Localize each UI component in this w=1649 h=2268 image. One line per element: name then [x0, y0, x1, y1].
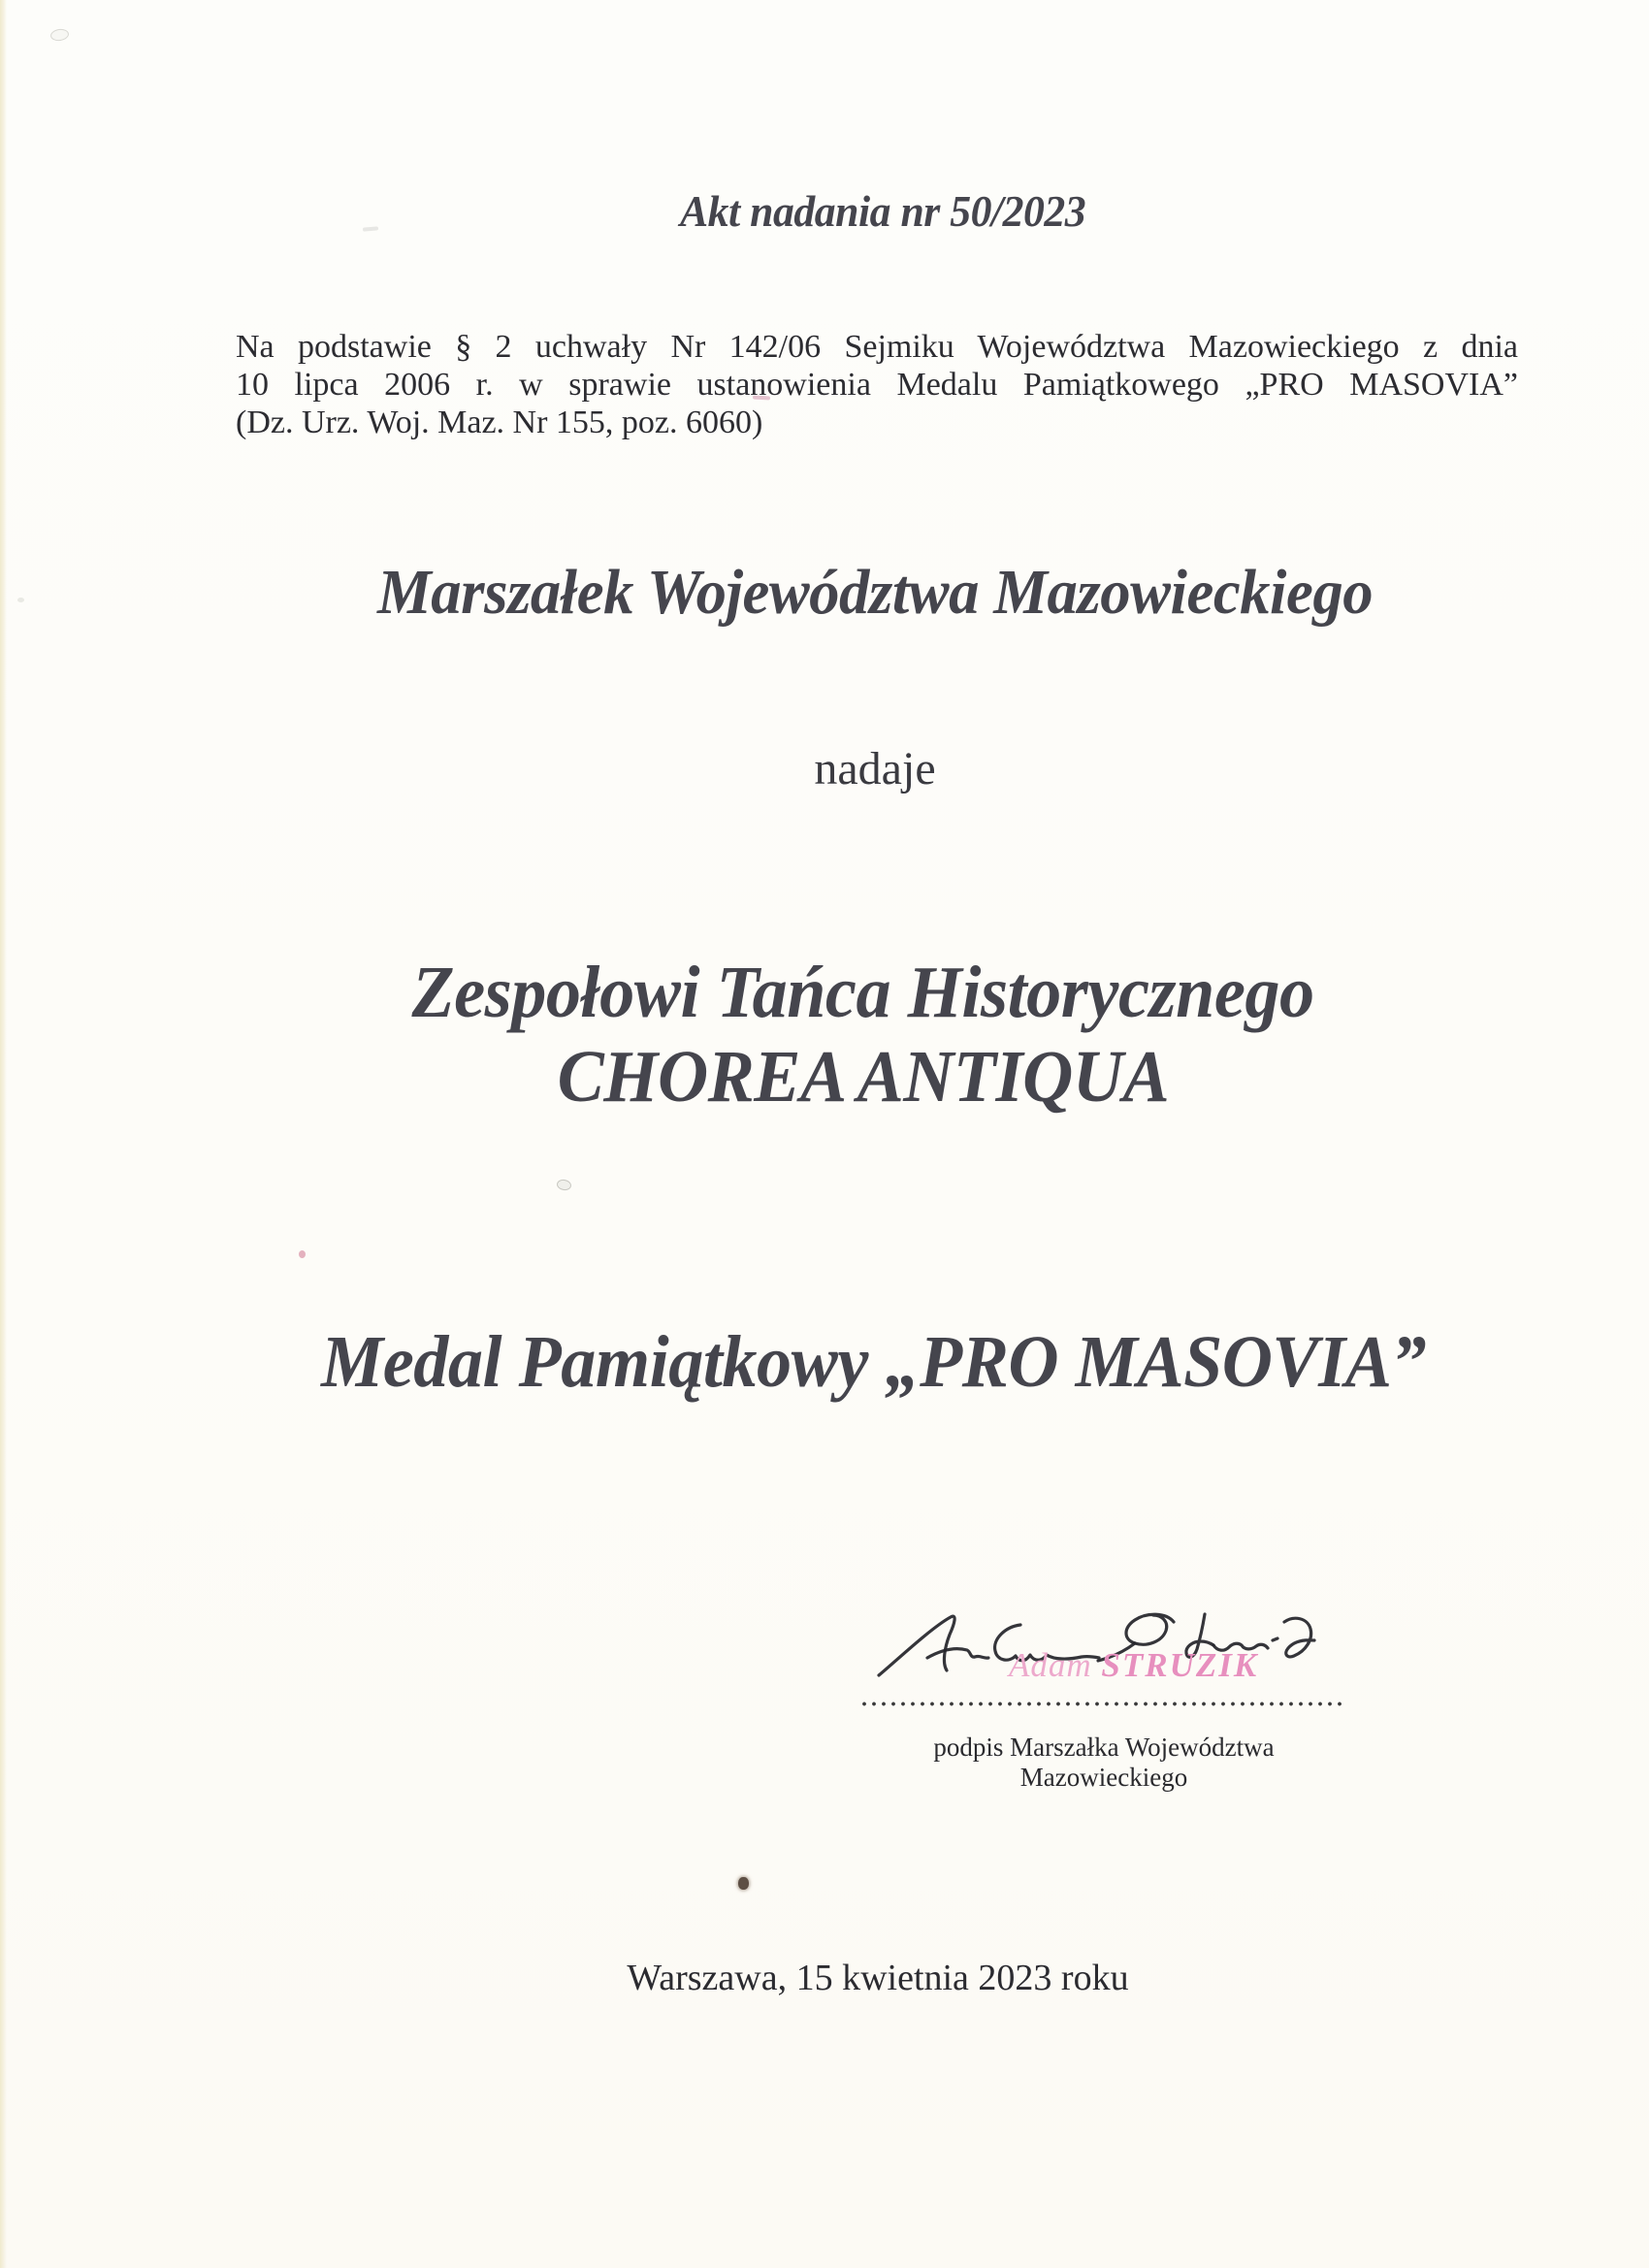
issuer-title-text: Marszałek Województwa Mazowieckiego — [376, 557, 1374, 628]
legal-basis-line-1: Na podstawie § 2 uchwały Nr 142/06 Sejmiku Województwa Mazowieckiego z dnia — [236, 329, 1518, 365]
scan-speck — [17, 598, 24, 602]
legal-basis-paragraph — [236, 328, 1518, 441]
signatory-name-stamp — [1009, 1646, 1258, 1685]
scan-speck — [556, 1179, 572, 1191]
action-word: nadaje — [814, 743, 936, 794]
legal-basis-line-3: (Dz. Urz. Woj. Maz. Nr 155, poz. 6060) — [236, 405, 763, 440]
place-and-date: Warszawa, 15 kwietnia 2023 roku — [627, 1958, 1129, 1998]
issuer-title — [50, 557, 1649, 629]
signature-caption: podpis Marszałka Województwa Mazowieckiego — [933, 1733, 1275, 1792]
document-title-text: Akt nadania nr 50/2023 — [679, 186, 1086, 236]
signatory-last-name: STRUZIK — [1101, 1646, 1259, 1684]
scan-edge-strip — [0, 0, 7, 2268]
recipient-line-1 — [39, 951, 1649, 1035]
legal-basis-line-2: 10 lipca 2006 r. w sprawie ustanowienia Medalu Pamiątkowego „PRO MASOVIA” — [236, 367, 1518, 403]
award-name — [48, 1321, 1649, 1404]
award-name-text: Medal Pamiątkowy „PRO MASOVIA” — [320, 1321, 1426, 1403]
recipient-line-2 — [39, 1035, 1649, 1119]
recipient-line-2-text: CHOREA ANTIQUA — [557, 1036, 1170, 1118]
recipient-line-1-text: Zespołowi Tańca Historycznego — [411, 952, 1315, 1033]
scan-speck — [299, 1250, 306, 1258]
recipient-name — [39, 951, 1649, 1119]
signature-handwriting — [854, 1581, 1358, 1707]
scan-speck — [738, 1877, 749, 1890]
document-title — [58, 186, 1649, 237]
signature-dotted-line — [861, 1701, 1346, 1706]
scan-speck — [49, 28, 69, 43]
signatory-first-name: Adam — [1009, 1646, 1092, 1684]
